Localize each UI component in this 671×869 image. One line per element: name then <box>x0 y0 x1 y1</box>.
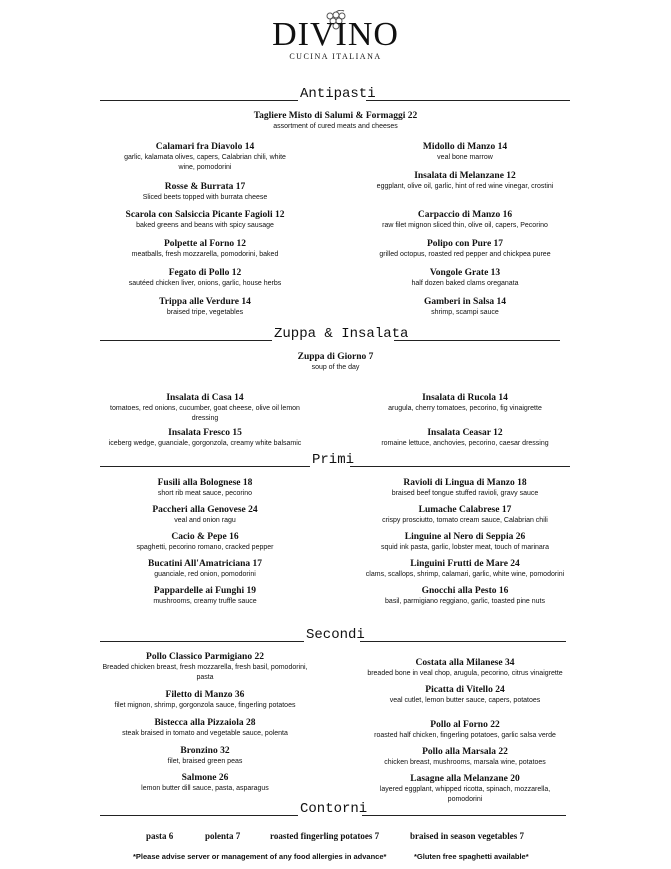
menu-item <box>340 170 590 192</box>
item-description: clams, scallops, shrimp, calamari, garlic, white wine, pomodorini <box>365 571 565 578</box>
item-name: Insalata di Melanzane 12 <box>414 171 516 181</box>
item-description: braised beef tongue stuffed ravioli, gravy sauce <box>391 490 539 497</box>
item-description: veal bone marrow <box>437 154 493 161</box>
section-title: Zuppa & Insalata <box>274 326 409 342</box>
item-description: roasted half chicken, fingerling potatoes, garlic salsa verde <box>374 732 556 739</box>
section-antipasti <box>100 86 570 102</box>
allergy-note: *Please advise server or management of any food allergies in advance* <box>133 852 387 861</box>
menu-item <box>80 717 330 739</box>
menu-item <box>340 558 590 580</box>
item-description: steak braised in tomato and vegetable sauce, polenta <box>122 730 288 737</box>
footer-notes <box>0 852 671 864</box>
menu-item <box>340 746 590 768</box>
item-name: Scarola con Salsiccia Picante Fagioli 12 <box>125 210 285 220</box>
menu-item <box>340 657 590 679</box>
item-description: arugula, cherry tomatoes, pecorino, fig vinaigrette <box>388 405 542 412</box>
item-name: Carpaccio di Manzo 16 <box>417 210 513 220</box>
item-name: Bucatini All'Amatriciana 17 <box>148 559 262 569</box>
item-description: breaded bone in veal chop, arugula, pecorino, citrus vinaigrette <box>367 670 563 677</box>
item-name: Midollo di Manzo 14 <box>422 142 508 152</box>
item-name: Pappardelle ai Funghi 19 <box>153 586 257 596</box>
menu-item <box>80 772 330 794</box>
menu-item <box>340 585 590 607</box>
side-item: roasted fingerling potatoes 7 <box>270 831 380 841</box>
item-description: meatballs, fresh mozzarella, pomodorini, baked <box>131 251 279 258</box>
item-description: filet mignon, shrimp, gorgonzola sauce, fingerling potatoes <box>114 702 296 709</box>
item-name: Tagliere Misto di Salumi & Formaggi 22 <box>253 111 418 121</box>
item-name: Paccheri alla Genovese 24 <box>152 505 258 515</box>
menu-item <box>80 531 330 553</box>
menu-item <box>80 427 330 449</box>
item-description: short rib meat sauce, pecorino <box>157 490 253 497</box>
item-name: Bronzino 32 <box>180 746 230 756</box>
item-name: Cacio & Pepe 16 <box>171 532 239 542</box>
item-name: Bistecca alla Pizzaiola 28 <box>154 718 256 728</box>
section-primi <box>100 452 570 468</box>
menu-item <box>80 238 330 260</box>
item-name: Gnocchi alla Pesto 16 <box>421 586 509 596</box>
item-name: Linguini Frutti de Mare 24 <box>410 559 520 569</box>
item-name: Vongole Grate 13 <box>429 268 501 278</box>
item-name: Linguine al Nero di Seppia 26 <box>404 532 526 542</box>
item-description: baked greens and beans with spicy sausage <box>136 222 274 229</box>
item-name: Picatta di Vitello 24 <box>425 685 505 695</box>
menu-item <box>80 504 330 526</box>
menu-item <box>340 477 590 499</box>
menu-item <box>340 392 590 414</box>
item-name: Pollo Classico Parmigiano 22 <box>146 652 264 662</box>
menu-item <box>80 392 330 424</box>
logo <box>0 10 671 61</box>
item-description: raw filet mignon sliced thin, olive oil, capers, Pecorino <box>382 222 548 229</box>
item-name: Insalata di Rucola 14 <box>422 393 508 403</box>
menu-item <box>340 427 590 449</box>
item-description: veal and onion ragu <box>174 517 236 524</box>
item-description: eggplant, olive oil, garlic, hint of red wine vinegar, crostini <box>376 183 554 190</box>
brand-name: DIVINO <box>272 16 399 53</box>
item-description: tomatoes, red onions, cucumber, goat cheese, olive oil lemon dressing <box>110 405 300 422</box>
item-description: shrimp, scampi sauce <box>431 309 499 316</box>
side-item: pasta 6 <box>146 831 174 841</box>
item-description: half dozen baked clams oreganata <box>411 280 519 287</box>
item-name: Polipo con Pure 17 <box>426 239 504 249</box>
item-description: Sliced beets topped with burrata cheese <box>142 194 268 201</box>
item-name: Polpette al Forno 12 <box>163 239 247 249</box>
menu-item <box>340 209 590 231</box>
item-description: filet, braised green peas <box>167 758 243 765</box>
item-name: Lumache Calabrese 17 <box>418 505 512 515</box>
item-name: Calamari fra Diavolo 14 <box>155 142 255 152</box>
item-name: Costata alla Milanese 34 <box>415 658 515 668</box>
item-description: mushrooms, creamy truffle sauce <box>153 598 257 605</box>
item-description: assortment of cured meats and cheeses <box>273 123 398 130</box>
menu-item <box>80 181 330 203</box>
item-description: chicken breast, mushrooms, marsala wine, potatoes <box>384 759 546 766</box>
item-name: Fegato di Pollo 12 <box>168 268 242 278</box>
item-name: Insalata Fresco 15 <box>168 428 242 438</box>
menu-item <box>340 267 590 289</box>
side-item: polenta 7 <box>205 831 241 841</box>
menu-item <box>80 267 330 289</box>
menu-item <box>80 296 330 318</box>
menu-item <box>340 773 590 805</box>
item-description: garlic, kalamata olives, capers, Calabrian chili, white wine, pomodorini <box>124 154 286 171</box>
item-name: Lasagne alla Melanzane 20 <box>410 774 520 784</box>
brand-tagline: CUCINA ITALIANA <box>289 52 382 61</box>
item-description: grilled octopus, roasted red pepper and chickpea puree <box>379 251 551 258</box>
item-description: spaghetti, pecorino romano, cracked pepper <box>136 544 274 551</box>
section-secondi <box>100 627 566 643</box>
section-title: Secondi <box>306 627 365 643</box>
menu-item <box>80 141 330 173</box>
item-description: sautéed chicken liver, onions, garlic, house herbs <box>128 280 282 287</box>
menu-item <box>340 531 590 553</box>
menu-item <box>80 477 330 499</box>
menu-item <box>80 558 330 580</box>
item-description: squid ink pasta, garlic, lobster meat, touch of marinara <box>380 544 550 551</box>
item-description: iceberg wedge, guanciale, gorgonzola, creamy white balsamic <box>108 440 302 447</box>
contorni-list <box>0 831 671 843</box>
item-name: Gamberi in Salsa 14 <box>423 297 507 307</box>
item-description: braised tripe, vegetables <box>166 309 244 316</box>
menu-item <box>340 141 590 163</box>
item-name: Zuppa di Giorno 7 <box>297 352 374 362</box>
menu-item <box>80 585 330 607</box>
item-name: Trippa alle Verdure 14 <box>159 297 251 307</box>
menu-item <box>180 351 491 373</box>
item-description: crispy prosciutto, tomato cream sauce, Calabrian chili <box>382 517 548 524</box>
menu-item <box>80 209 330 231</box>
section-title: Antipasti <box>300 86 376 102</box>
menu-item <box>340 684 590 706</box>
section-title: Contorni <box>300 801 368 817</box>
menu-item <box>340 238 590 260</box>
item-name: Rosse & Burrata 17 <box>164 182 246 192</box>
item-description: layered eggplant, whipped ricotta, spinach, mozzarella, pomodorini <box>379 786 551 803</box>
item-description: guanciale, red onion, pomodorini <box>154 571 256 578</box>
menu-item <box>340 504 590 526</box>
item-description: romaine lettuce, anchovies, pecorino, caesar dressing <box>381 440 549 447</box>
menu-item <box>80 651 330 683</box>
menu-item <box>180 110 491 132</box>
item-name: Salmone 26 <box>181 773 229 783</box>
item-name: Filetto di Manzo 36 <box>165 690 245 700</box>
item-name: Insalata Ceasar 12 <box>427 428 503 438</box>
gluten-free-note: *Gluten free spaghetti available* <box>414 852 529 861</box>
item-description: basil, parmigiano reggiano, garlic, toasted pine nuts <box>385 598 545 605</box>
menu-item <box>80 689 330 711</box>
item-description: lemon butter dill sauce, pasta, asparagus <box>141 785 269 792</box>
menu-item <box>340 719 590 741</box>
item-name: Pollo alla Marsala 22 <box>422 747 508 757</box>
section-title: Primi <box>312 452 355 468</box>
menu-item <box>340 296 590 318</box>
item-name: Pollo al Forno 22 <box>430 720 500 730</box>
item-name: Insalata di Casa 14 <box>166 393 244 403</box>
menu-item <box>80 745 330 767</box>
item-description: soup of the day <box>311 364 360 371</box>
side-item: braised in season vegetables 7 <box>410 831 525 841</box>
item-name: Ravioli di Lingua di Manzo 18 <box>403 478 527 488</box>
section-zuppa-insalata <box>100 326 560 342</box>
item-description: veal cutlet, lemon butter sauce, capers, potatoes <box>389 697 541 704</box>
item-description: Breaded chicken breast, fresh mozzarella, fresh basil, pomodorini, pasta <box>102 664 308 681</box>
item-name: Fusili alla Bolognese 18 <box>157 478 253 488</box>
